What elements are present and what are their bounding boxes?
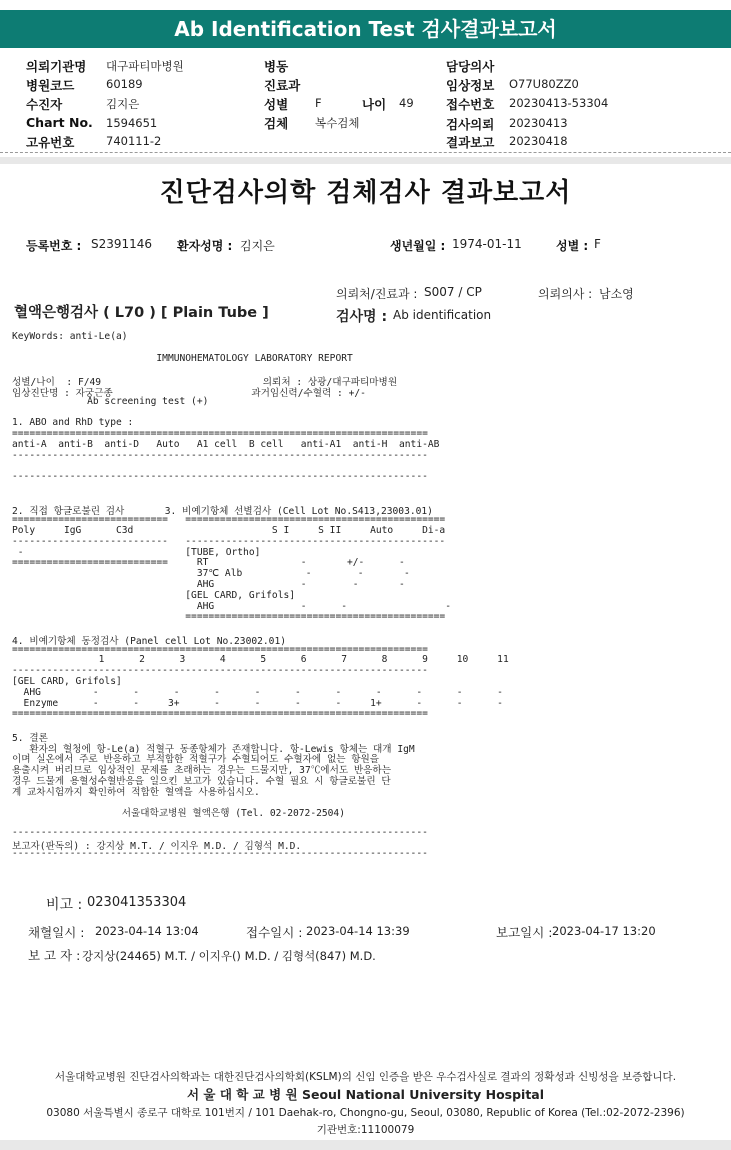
collect-value: 2023-04-14 13:04 (95, 924, 199, 938)
lab-line: ------------------------------------------------------------------------ (12, 826, 428, 838)
lab-line: ======================================================================== (12, 708, 428, 720)
lab-line: ------------------------------------------------------------------------ (12, 848, 428, 860)
certification-text: 서울대학교병원 진단검사의학과는 대한진단검사의학회(KSLM)의 신임 인증을 받은 우수검사실로 결과의 정확성과 신빙성을 보증합니다. (54, 1071, 677, 1083)
lab-line: 1. ABO and RhD type : (12, 417, 134, 429)
sex-value: F (594, 237, 601, 251)
hospital-address: 03080 서울특별시 종로구 대학로 101번지 / 101 Daehak-ro, Chongno-gu, Seoul, 03080, Republic of Korea (Tel.:02-2072-2396) (46, 1107, 685, 1119)
lab-line: [GEL CARD, Grifols] (12, 589, 296, 601)
header-label: 접수번호 (446, 97, 495, 112)
test-name-label: 검사명 : (336, 309, 388, 325)
banner-title: Ab Identification Test 검사결과보고서 (174, 17, 557, 41)
header-label: 수진자 (26, 97, 63, 112)
header-label: 나이 (362, 97, 387, 112)
lab-line: KeyWords: anti-Le(a) (12, 331, 128, 342)
lab-line: 환자의 혈청에 항-Le(a) 적혈구 동종항체가 존재합니다. 항-Lewis 항체는 대개 IgM (12, 743, 415, 755)
lab-line: 서울대학교병원 혈액은행 (Tel. 02-2072-2504) (12, 808, 345, 820)
lab-line: Poly IgG C3d S I S II Auto Di-a (12, 525, 446, 537)
remarks-value: 023041353304 (87, 895, 187, 910)
reg-no-label: 등록번호 : (26, 239, 82, 253)
header-label: 진료과 (264, 78, 301, 93)
report-time-label: 보고일시 : (496, 925, 553, 940)
lab-line: ============================================= (12, 611, 446, 623)
receive-value: 2023-04-14 13:39 (306, 924, 410, 938)
header-value: 대구파티마병원 (106, 59, 184, 73)
lab-line: 임상진단명 : 자궁근종 과거임신력/수혈력 : +/- (12, 387, 366, 399)
lab-line: IMMUNOHEMATOLOGY LABORATORY REPORT (12, 352, 353, 364)
header-value: 20230413-53304 (509, 96, 609, 110)
separator-strip (0, 157, 731, 164)
lab-line: AHG - - - (12, 600, 451, 612)
header-label: Chart No. (26, 115, 93, 130)
header-label: 검체 (264, 116, 289, 131)
header-value: 740111-2 (106, 134, 162, 148)
lab-line: =========================== RT - +/- - (12, 557, 405, 569)
header-label: 검사의뢰 (446, 117, 495, 132)
reg-no-value: S2391146 (91, 237, 153, 251)
lab-line: - [TUBE, Ortho] (12, 546, 261, 558)
lab-line: 성별/나이 : F/49 의뢰처 : 상광/대구파티마병원 (12, 377, 398, 389)
header-label: 성별 (264, 97, 289, 112)
header-label: 임상정보 (446, 78, 495, 93)
dob-value: 1974-01-11 (452, 237, 522, 251)
lab-line: Enzyme - - 3+ - - - - 1+ - - - (12, 697, 503, 709)
doctor-value: 남소영 (599, 287, 634, 301)
test-name-value: Ab identification (393, 308, 492, 322)
lab-line: ------------------------------------------------------------------------ (12, 665, 428, 677)
header-value: 20230413 (509, 116, 568, 130)
lab-line: ------------------------------------------------------------------------ (12, 471, 428, 483)
lab-line: 계 교차시험까지 확인하여 적합한 혈액을 사용하십시오. (12, 786, 260, 798)
header-value: 60189 (106, 77, 143, 91)
patient-name-value: 김지은 (240, 239, 275, 253)
collect-label: 채혈일시 : (28, 925, 85, 940)
remarks-label: 비고 : (46, 897, 83, 913)
lab-line: 경우 드물게 용혈성수혈반응을 일으킨 보고가 있습니다. 수혈 필요 시 항글로불린 단 (12, 775, 391, 787)
lab-line: Ab screening test (+) (12, 395, 209, 407)
lab-line: 4. 비예기항체 동정검사 (Panel cell Lot No.23002.01) (12, 635, 287, 647)
lab-line: AHG - - - (12, 578, 405, 590)
dept-value: S007 / CP (424, 285, 482, 299)
lab-line: =========================== ============================================= (12, 514, 446, 526)
lab-line: 1 2 3 4 5 6 7 8 9 10 11 (12, 654, 509, 666)
receive-label: 접수일시 : (246, 925, 303, 940)
lab-line: 2. 직접 항글로불린 검사 3. 비예기항체 선별검사 (Cell Lot No.S413,23003.01) (12, 506, 433, 518)
patient-name-label: 환자성명 : (177, 239, 233, 253)
bottom-strip (0, 1140, 731, 1150)
lab-line: anti-A anti-B anti-D Auto A1 cell B cell anti-A1 anti-H anti-AB (12, 438, 440, 450)
header-label: 병동 (264, 59, 289, 74)
lab-line: 보고자(판독의) : 강지상 M.T. / 이지우 M.D. / 김형석 M.D. (12, 840, 302, 852)
header-value: 1594651 (106, 116, 158, 130)
header-value: 복수검체 (315, 116, 360, 130)
lab-line: --------------------------- --------------------------------------------- (12, 535, 446, 547)
lab-line: [GEL CARD, Grifols] (12, 675, 122, 687)
lab-line: ======================================================================== (12, 643, 428, 655)
doctor-label: 의뢰의사 : (538, 287, 593, 301)
dob-label: 생년월일 : (390, 239, 446, 253)
header-value: O77U80ZZ0 (509, 77, 579, 91)
header-label: 의뢰기관명 (26, 59, 87, 74)
lab-line: 이며 실온에서 주로 반응하고 부적합한 적혈구가 수혈되어도 수혈자에 없는 항원을 (12, 754, 380, 766)
lab-line: AHG - - - - - - - - - - - (12, 686, 503, 698)
report-time-value: 2023-04-17 13:20 (552, 924, 656, 938)
header-value: 김지은 (106, 97, 140, 111)
header-label: 고유번호 (26, 135, 75, 150)
lab-line: 용출시켜 버리므로 임상적인 문제를 초래하는 경우는 드물지만, 37℃에서도 반응하는 (12, 765, 391, 777)
hospital-name-en: Seoul National University Hospital (301, 1087, 545, 1102)
lab-line: ======================================================================== (12, 428, 428, 440)
header-label: 담당의사 (446, 59, 495, 74)
header-label: 결과보고 (446, 135, 495, 150)
test-group: 혈액은행검사 ( L70 ) [ Plain Tube ] (14, 305, 269, 321)
reporter-value: 강지상(24465) M.T. / 이지우() M.D. / 김형석(847) M.D. (82, 949, 376, 963)
dept-label: 의뢰처/진료과 : (336, 287, 418, 301)
hospital-name (0, 1085, 731, 1103)
sex-label: 성별 : (556, 239, 589, 253)
header-value: 49 (399, 96, 414, 110)
lab-line: ------------------------------------------------------------------------ (12, 449, 428, 461)
report-title: 진단검사의학 검체검사 결과보고서 (159, 178, 572, 208)
header-divider (0, 152, 731, 153)
header-label: 병원코드 (26, 78, 75, 93)
lab-line: 5. 결론 (12, 732, 48, 744)
reporter-label: 보 고 자 : (28, 948, 81, 963)
lab-line: 37℃ Alb - - - (12, 568, 410, 580)
header-value: 20230418 (509, 134, 568, 148)
hospital-name-ko: 서 울 대 학 교 병 원 (186, 1087, 298, 1102)
header-value: F (315, 96, 322, 110)
institution-number: 기관번호:11100079 (316, 1124, 415, 1136)
